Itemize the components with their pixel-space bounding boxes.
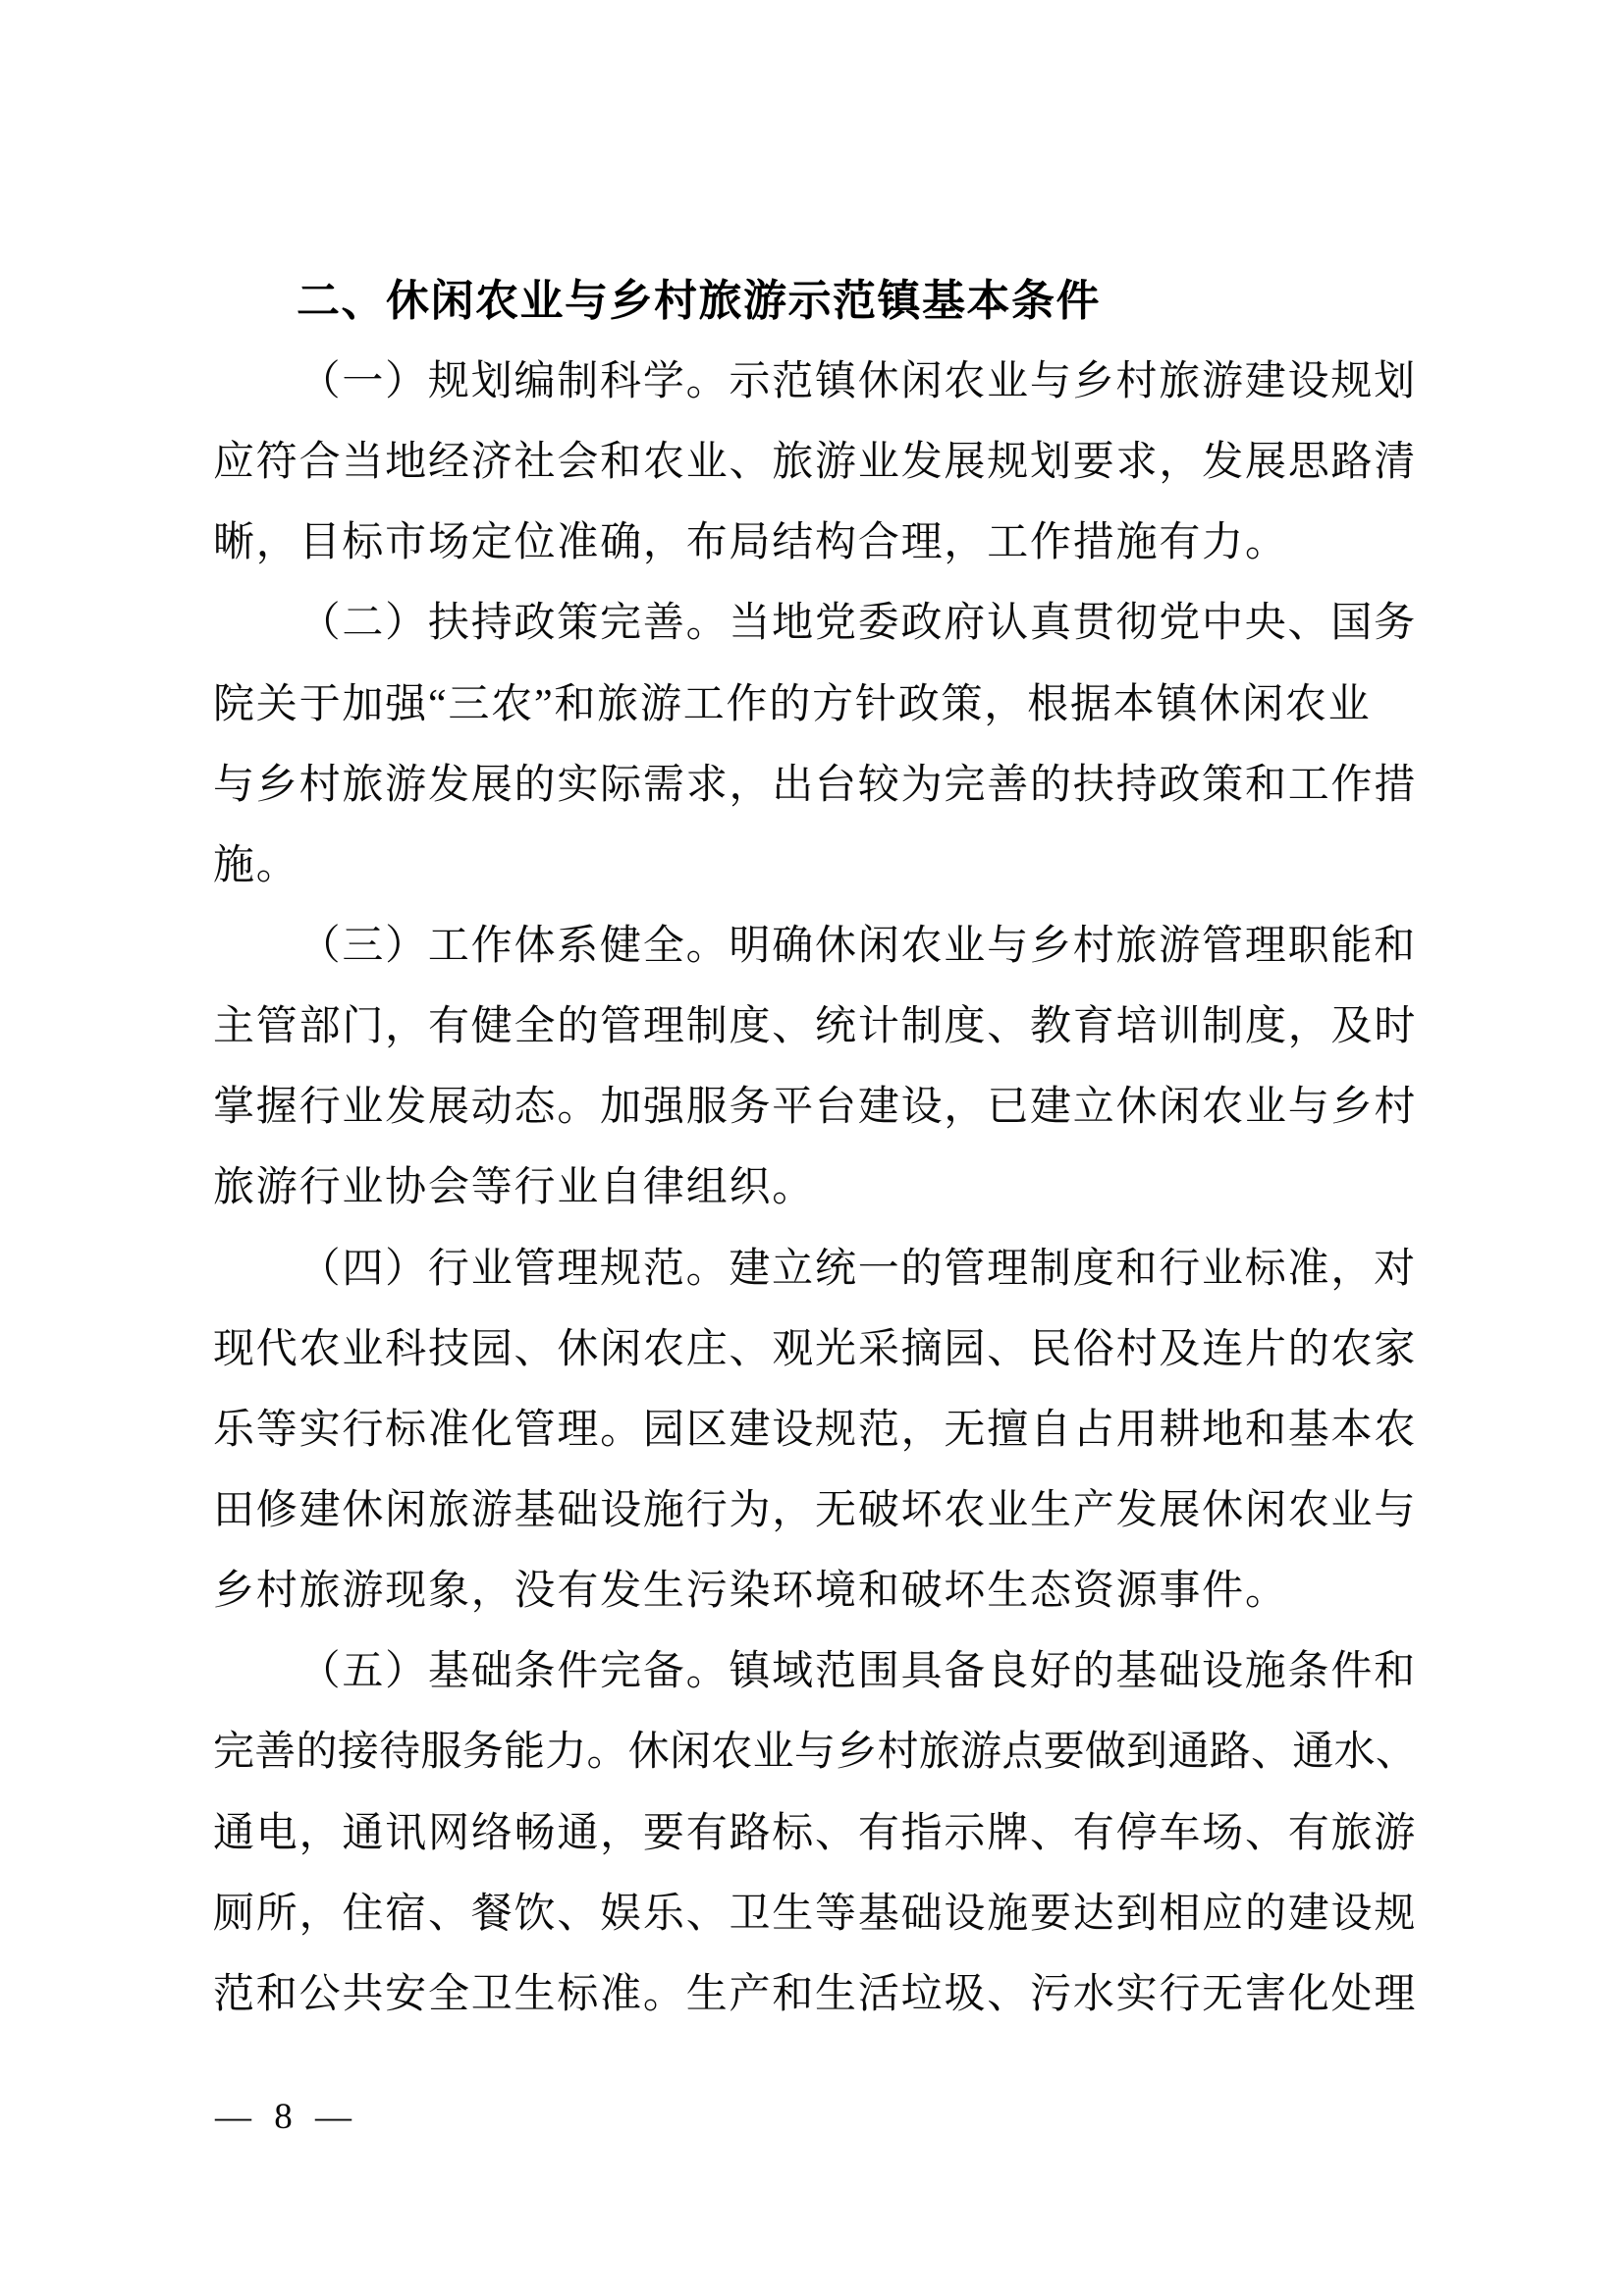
section-heading: 二、休闲农业与乡村旅游示范镇基本条件 [297, 277, 1101, 325]
page-number: — 8 — [215, 2097, 353, 2137]
text-line: 乡村旅游现象，没有发生污染环境和破坏生态资源事件。 [213, 1569, 1288, 1615]
text-line: 施。 [213, 842, 299, 888]
text-line: 范和公共安全卫生标准。生产和生活垃圾、污水实行无害化处理 [213, 1971, 1418, 2017]
text-line: 完善的接待服务能力。休闲农业与乡村旅游点要做到通路、通水、 [213, 1730, 1418, 1776]
text-line: 通电，通讯网络畅通，要有路标、有指示牌、有停车场、有旅游 [213, 1810, 1418, 1856]
text-line: 主管部门，有健全的管理制度、统计制度、教育培训制度，及时 [213, 1004, 1418, 1050]
text-line: 掌握行业发展动态。加强服务平台建设，已建立休闲农业与乡村 [213, 1085, 1418, 1131]
text-line: 现代农业科技园、休闲农庄、观光采摘园、民俗村及连片的农家 [213, 1326, 1418, 1372]
document-body [213, 342, 1417, 2035]
text-line: （三）工作体系健全。明确休闲农业与乡村旅游管理职能和 [298, 923, 1417, 969]
text-line: 厕所，住宿、餐饮、娱乐、卫生等基础设施要达到相应的建设规 [213, 1891, 1418, 1937]
text-line: 院关于加强“三农”和旅游工作的方针政策，根据本镇休闲农业 [213, 681, 1372, 727]
text-line: 晰，目标市场定位准确，布局结构合理，工作措施有力。 [213, 520, 1288, 566]
text-line: 乐等实行标准化管理。园区建设规范，无擅自占用耕地和基本农 [213, 1407, 1418, 1453]
text-line: 田修建休闲旅游基础设施行为，无破坏农业生产发展休闲农业与 [213, 1487, 1418, 1533]
text-line: 旅游行业协会等行业自律组织。 [213, 1165, 816, 1211]
text-line: （四）行业管理规范。建立统一的管理制度和行业标准，对 [298, 1246, 1417, 1292]
text-line: 应符合当地经济社会和农业、旅游业发展规划要求，发展思路清 [213, 440, 1418, 486]
text-line: 与乡村旅游发展的实际需求，出台较为完善的扶持政策和工作措 [213, 762, 1418, 808]
text-line: （二）扶持政策完善。当地党委政府认真贯彻党中央、国务 [298, 601, 1417, 647]
text-line: （一）规划编制科学。示范镇休闲农业与乡村旅游建设规划 [298, 359, 1417, 404]
text-line: （五）基础条件完备。镇域范围具备良好的基础设施条件和 [298, 1649, 1417, 1695]
